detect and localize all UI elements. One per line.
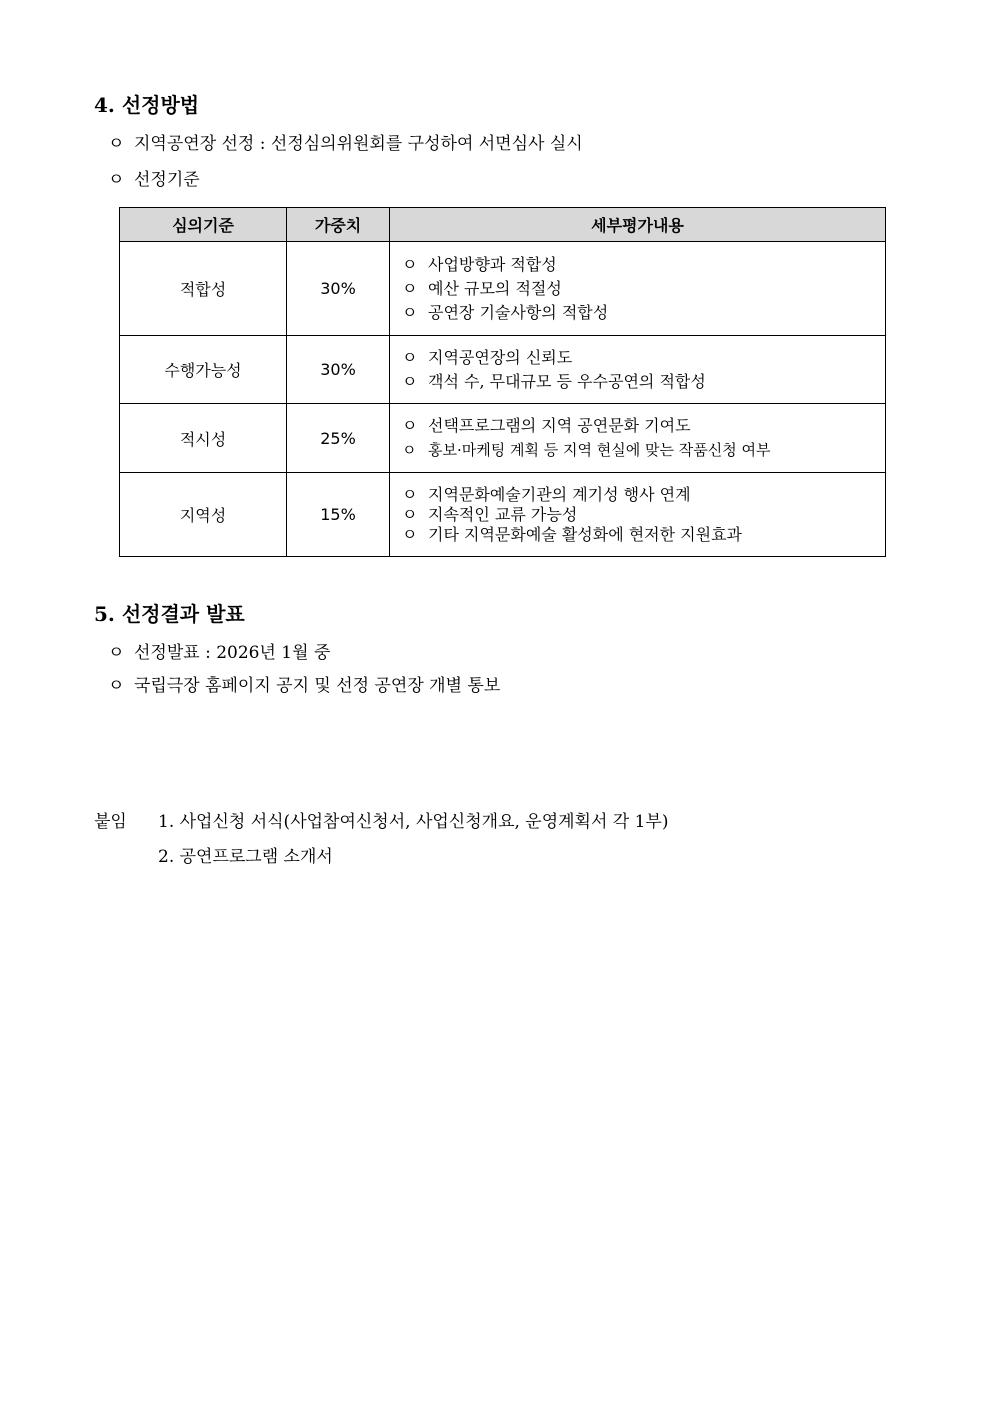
section-4-bullet-1 (108, 132, 583, 156)
table-row (120, 404, 886, 473)
detail-text: 지역문화예술기관의 계기성 행사 연계 (428, 484, 691, 504)
detail-text: 공연장 기술사항의 적합성 (428, 302, 609, 322)
bullet-text: 국립극장 홈페이지 공지 및 선정 공연장 개별 통보 (134, 676, 501, 696)
criteria-table (119, 207, 886, 557)
details-cell (390, 242, 886, 336)
details-cell (390, 404, 886, 473)
detail-text: 선택프로그램의 지역 공연문화 기여도 (428, 416, 691, 435)
bullet-mark: ㅇ (402, 504, 418, 524)
detail-item (402, 346, 885, 370)
bullet-mark: ㅇ (402, 278, 418, 298)
header-details: 세부평가내용 (390, 208, 886, 242)
section-5-title: 5. 선정결과 발표 (94, 602, 245, 626)
bullet-mark: ㅇ (402, 302, 418, 322)
detail-item (402, 277, 885, 301)
weight-cell: 30% (287, 336, 390, 404)
detail-text: 지역공연장의 신뢰도 (428, 347, 573, 367)
detail-item (402, 253, 885, 277)
table-row (120, 473, 886, 557)
bullet-mark: ㅇ (402, 484, 418, 504)
section-5-bullet-2 (108, 674, 500, 698)
detail-text: 홍보·마케팅 계획 등 지역 현실에 맞는 작품신청 여부 (428, 441, 771, 459)
detail-item (402, 505, 885, 525)
attachments-label: 붙임 (94, 812, 127, 832)
table-row (120, 336, 886, 404)
bullet-text: 선정기준 (134, 170, 200, 190)
bullet-mark: ㅇ (108, 134, 125, 154)
table-row (120, 242, 886, 336)
bullet-text: 지역공연장 선정 : 선정심의위원회를 구성하여 서면심사 실시 (134, 134, 583, 154)
criterion-cell: 적시성 (120, 404, 287, 473)
table-header-row (120, 208, 886, 242)
bullet-mark: ㅇ (402, 347, 418, 367)
detail-text: 기타 지역문화예술 활성화에 현저한 지원효과 (428, 524, 743, 544)
detail-text: 지속적인 교류 가능성 (428, 504, 578, 524)
details-cell (390, 336, 886, 404)
criterion-cell: 지역성 (120, 473, 287, 557)
detail-item (402, 485, 885, 505)
criterion-cell: 수행가능성 (120, 336, 287, 404)
section-4-title: 4. 선정방법 (94, 93, 200, 117)
details-cell (390, 473, 886, 557)
bullet-mark: ㅇ (402, 524, 418, 544)
detail-item (402, 525, 885, 545)
bullet-mark: ㅇ (108, 643, 125, 663)
bullet-mark: ㅇ (402, 441, 417, 459)
detail-text: 사업방향과 적합성 (428, 254, 557, 274)
attachment-item-1: 1. 사업신청 서식(사업참여신청서, 사업신청개요, 운영계획서 각 1부) (158, 812, 669, 832)
bullet-mark: ㅇ (402, 416, 418, 435)
criterion-cell: 적합성 (120, 242, 287, 336)
weight-cell: 30% (287, 242, 390, 336)
bullet-text: 선정발표 : 2026년 1월 중 (134, 643, 331, 663)
detail-item (402, 370, 885, 394)
bullet-mark: ㅇ (108, 676, 125, 696)
bullet-mark: ㅇ (402, 371, 418, 391)
section-4-bullet-2 (108, 168, 200, 192)
detail-item (402, 438, 885, 462)
detail-item (402, 414, 885, 438)
weight-cell: 15% (287, 473, 390, 557)
header-weight: 가중치 (287, 208, 390, 242)
bullet-mark: ㅇ (108, 170, 125, 190)
header-criterion: 심의기준 (120, 208, 287, 242)
weight-cell: 25% (287, 404, 390, 473)
detail-item (402, 301, 885, 325)
attachment-item-2: 2. 공연프로그램 소개서 (158, 847, 333, 867)
detail-text: 객석 수, 무대규모 등 우수공연의 적합성 (428, 371, 706, 391)
bullet-mark: ㅇ (402, 254, 418, 274)
section-5-bullet-1 (108, 641, 330, 665)
detail-text: 예산 규모의 적절성 (428, 278, 562, 298)
